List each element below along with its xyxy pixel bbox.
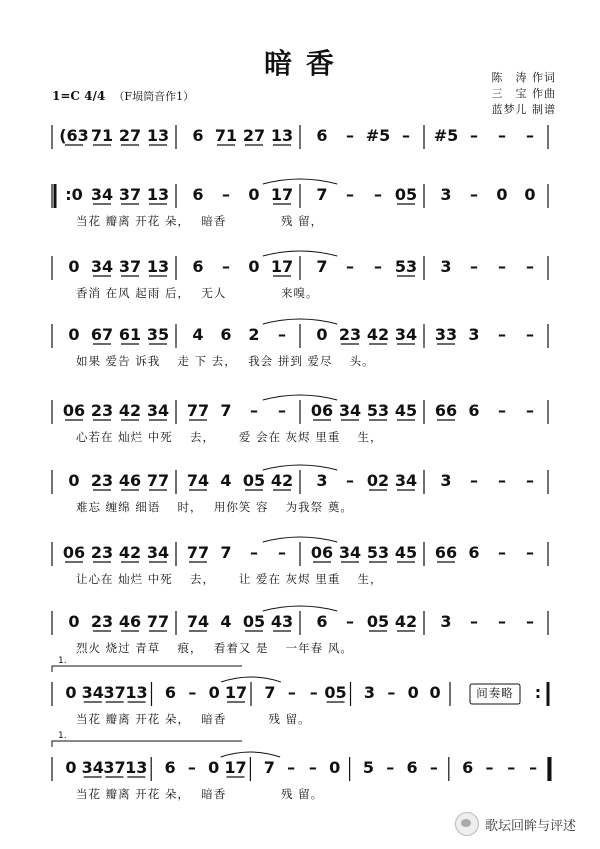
jianpu-note: 77 (146, 612, 170, 631)
jianpu-note: 42 (118, 401, 142, 420)
jianpu-note: 42 (394, 612, 418, 631)
jianpu-note: 37 (103, 683, 126, 702)
jianpu-note: 0 (329, 758, 341, 777)
lyric-line: 如果 爱告 诉我 走 下 去， 我会 拼到 爱尽 头。 (76, 354, 375, 368)
jianpu-note: 3 (440, 257, 452, 276)
jianpu-note: – (278, 401, 286, 420)
jianpu-note: – (278, 543, 286, 562)
slur (263, 319, 337, 324)
jianpu-note: 34 (394, 325, 418, 344)
jianpu-note: 0 (65, 758, 77, 777)
jianpu-note: 53 (366, 401, 390, 420)
jianpu-note: – (470, 257, 478, 276)
jianpu-note: 0 (68, 257, 80, 276)
jianpu-note: 06 (62, 401, 86, 420)
lyric-line: 香消 在风 起雨 后， 无人 来嗅。 (76, 286, 319, 300)
slur (263, 251, 337, 256)
jianpu-note: 0 (248, 257, 260, 276)
jianpu-note: – (498, 471, 506, 490)
jianpu-note: 34 (338, 543, 362, 562)
jianpu-note: 4 (220, 612, 232, 631)
watermark (455, 812, 576, 836)
volta-bracket (52, 741, 242, 747)
jianpu-note: – (222, 185, 230, 204)
jianpu-note: 53 (366, 543, 390, 562)
jianpu-note: 34 (338, 401, 362, 420)
lyric-line: 当花 瓣离 开花 朵， 暗香 残 留。 (76, 712, 311, 726)
jianpu-note: – (470, 471, 478, 490)
jianpu-note: 34 (146, 543, 170, 562)
wechat-icon (455, 812, 479, 836)
jianpu-note: – (222, 257, 230, 276)
jianpu-note: 46 (118, 471, 142, 490)
jianpu-note: 27 (118, 126, 142, 145)
jianpu-note: 05 (324, 683, 347, 702)
jianpu-note: 34 (81, 758, 104, 777)
jianpu-note: #5 (433, 126, 459, 145)
jianpu-note: – (187, 758, 196, 777)
jianpu-note: 6 (462, 758, 474, 777)
jianpu-note: 17 (270, 257, 294, 276)
jianpu-note: 6 (164, 683, 177, 702)
jianpu-note: – (498, 401, 506, 420)
jianpu-note: 46 (118, 612, 142, 631)
jianpu-note: 34 (81, 683, 104, 702)
jianpu-note: 45 (394, 401, 418, 420)
jianpu-note: – (526, 543, 534, 562)
jianpu-note: 66 (434, 543, 458, 562)
jianpu-note: 7 (264, 683, 276, 702)
jianpu-note: – (278, 325, 286, 344)
song-title: 暗 香 (264, 47, 336, 80)
jianpu-note: 06 (310, 543, 334, 562)
jianpu-note: 6 (316, 126, 328, 145)
jianpu-note: 3 (440, 612, 452, 631)
slur (221, 677, 281, 682)
jianpu-note: 53 (394, 257, 418, 276)
jianpu-note: 6 (468, 401, 480, 420)
jianpu-note: 0 (429, 683, 441, 702)
jianpu-note: – (526, 257, 534, 276)
jianpu-note: 42 (118, 543, 142, 562)
jianpu-note: 0 (68, 612, 80, 631)
jianpu-note: 27 (242, 126, 266, 145)
jianpu-note: 37 (118, 257, 142, 276)
jianpu-note: – (309, 683, 318, 702)
lyric-line: 难忘 缠绵 细语 时， 用你笑 容 为我祭 奠。 (76, 500, 353, 514)
jianpu-note: – (188, 683, 197, 702)
jianpu-note: – (498, 612, 506, 631)
jianpu-note: 34 (90, 257, 114, 276)
jianpu-note: – (402, 126, 410, 145)
jianpu-note: – (498, 257, 506, 276)
jianpu-note: 23 (90, 471, 114, 490)
jianpu-note: – (470, 185, 478, 204)
jianpu-note: – (308, 758, 317, 777)
jianpu-note: 06 (62, 543, 86, 562)
jianpu-note: 0 (68, 325, 80, 344)
jianpu-note: 6 (192, 257, 204, 276)
slur (263, 606, 337, 611)
jianpu-note: 13 (270, 126, 294, 145)
lyric-line: 心若在 灿烂 中死 去， 爱 会在 灰烬 里重 生， (76, 430, 383, 444)
jianpu-note: – (498, 325, 506, 344)
jianpu-note: 0 (208, 758, 220, 777)
jianpu-note: – (374, 257, 382, 276)
jianpu-note: 74 (186, 471, 210, 490)
jianpu-note: 71 (214, 126, 238, 145)
jianpu-note: – (346, 126, 354, 145)
jianpu-note: 6 (192, 126, 204, 145)
jianpu-note: 74 (186, 612, 210, 631)
repeat-colon: : (534, 683, 542, 702)
jianpu-note: – (526, 612, 534, 631)
jianpu-note: 4 (192, 325, 204, 344)
jianpu-note: 23 (90, 612, 114, 631)
jianpu-note: 6 (316, 612, 328, 631)
jianpu-note: 6 (192, 185, 204, 204)
jianpu-note: 6 (220, 325, 232, 344)
jianpu-note: 3 (468, 325, 480, 344)
slur (263, 465, 337, 470)
jianpu-note: 4 (220, 471, 232, 490)
lyric-line: 烈火 烧过 青草 痕， 看着又 是 一年春 风。 (76, 641, 353, 655)
jianpu-note: – (470, 126, 478, 145)
jianpu-note: 05 (242, 612, 266, 631)
jianpu-note: – (346, 471, 354, 490)
jianpu-note: #5 (365, 126, 391, 145)
jianpu-note: 77 (186, 543, 210, 562)
jianpu-note: – (387, 683, 396, 702)
jianpu-note: – (346, 612, 354, 631)
jianpu-note: 23 (338, 325, 362, 344)
jianpu-note: 05 (366, 612, 390, 631)
jianpu-note: 66 (434, 401, 458, 420)
jianpu-note: 3 (440, 185, 452, 204)
jianpu-note: – (346, 185, 354, 204)
jianpu-note: 43 (270, 612, 294, 631)
jianpu-note: 13 (146, 185, 170, 204)
slur (263, 395, 337, 400)
jianpu-note: 7 (316, 185, 328, 204)
jianpu-note: 6 (164, 758, 176, 777)
slur (221, 752, 281, 757)
jianpu-note: – (287, 683, 296, 702)
lyric-line: 让心在 灿烂 中死 去， 让 爱在 灰烬 里重 生， (76, 572, 383, 586)
jianpu-note: – (346, 257, 354, 276)
jianpu-note: 34 (146, 401, 170, 420)
jianpu-note: 37 (118, 185, 142, 204)
slur (263, 179, 337, 184)
jianpu-note: 42 (366, 325, 390, 344)
jianpu-note: 34 (90, 185, 114, 204)
slur (263, 537, 337, 542)
volta-number: 1. (58, 731, 67, 741)
jianpu-note: 71 (90, 126, 114, 145)
jianpu-note: – (429, 758, 438, 777)
jianpu-note: 23 (90, 543, 114, 562)
jianpu-note: 61 (118, 325, 142, 344)
jianpu-note: 13 (125, 758, 148, 777)
jianpu-note: :0 (65, 185, 83, 204)
composer-credit: 三 宝 作曲 (491, 87, 556, 100)
jianpu-note: 35 (146, 325, 170, 344)
jianpu-note: 37 (103, 758, 126, 777)
jianpu-note: 0 (316, 325, 328, 344)
jianpu-note: 2 (248, 325, 260, 344)
jianpu-note: 0 (524, 185, 536, 204)
jianpu-note: 23 (90, 401, 114, 420)
jianpu-note: 0 (68, 471, 80, 490)
jianpu-note: 17 (224, 683, 248, 702)
jianpu-note: 17 (224, 758, 247, 777)
jianpu-note: 33 (434, 325, 458, 344)
lyric-line: 当花 瓣离 开花 朵， 暗香 残 留， (76, 214, 324, 228)
jianpu-note: – (526, 401, 534, 420)
jianpu-note: – (386, 758, 395, 777)
jianpu-note: 67 (90, 325, 114, 344)
jianpu-note: 0 (496, 185, 508, 204)
jianpu-note: 7 (316, 257, 328, 276)
jianpu-note: 0 (407, 683, 419, 702)
watermark-text: 歌坛回眸与评述 (484, 818, 576, 834)
key-text: 1=C (52, 89, 80, 103)
jianpu-note: 17 (270, 185, 294, 204)
jianpu-note: 13 (146, 126, 170, 145)
jianpu-note: 77 (186, 401, 210, 420)
jianpu-note: – (287, 758, 296, 777)
jianpu-note: 77 (146, 471, 170, 490)
jianpu-note: 05 (394, 185, 418, 204)
jianpu-note: 7 (220, 401, 232, 420)
jianpu-note: – (526, 325, 534, 344)
jianpu-note: – (526, 126, 534, 145)
jianpu-note: 0 (65, 683, 77, 702)
time-signature: 4/4 (84, 89, 106, 103)
jianpu-note: 7 (263, 758, 275, 777)
jianpu-note: 13 (146, 257, 170, 276)
jianpu-note: 05 (242, 471, 266, 490)
jianpu-note: – (374, 185, 382, 204)
jianpu-note: – (250, 543, 258, 562)
lyric-line: 当花 瓣离 开花 朵， 暗香 残 留。 (76, 787, 324, 801)
jianpu-note: 7 (220, 543, 232, 562)
lyricist-credit: 陈 涛 作词 (491, 71, 556, 84)
jianpu-note: 0 (248, 185, 260, 204)
jianpu-note: – (498, 126, 506, 145)
jianpu-note: 0 (208, 683, 220, 702)
jianpu-note: – (485, 758, 494, 777)
instrument-note: （F埙筒音作1） (113, 90, 195, 103)
volta-number: 1. (58, 656, 67, 666)
volta-bracket (52, 666, 242, 672)
jianpu-note: 3 (316, 471, 328, 490)
arranger-credit: 蓝梦儿 制谱 (491, 103, 556, 116)
jianpu-note: 6 (468, 543, 480, 562)
jianpu-note: 42 (270, 471, 294, 490)
jianpu-note: (63 (59, 126, 89, 145)
jianpu-note: 3 (440, 471, 452, 490)
jianpu-note: – (507, 758, 516, 777)
jianpu-note: 3 (363, 683, 376, 702)
jianpu-note: 5 (362, 758, 375, 777)
jianpu-note: – (470, 612, 478, 631)
jianpu-note: 02 (366, 471, 390, 490)
jianpu-note: – (498, 543, 506, 562)
jianpu-note: – (250, 401, 258, 420)
jianpu-note: 6 (406, 758, 418, 777)
jianpu-note: – (529, 758, 538, 777)
jianpu-note: 34 (394, 471, 418, 490)
interlude-label: 间奏略 (476, 686, 514, 700)
jianpu-note: – (526, 471, 534, 490)
jianpu-note: 06 (310, 401, 334, 420)
jianpu-note: 13 (125, 683, 148, 702)
jianpu-note: 45 (394, 543, 418, 562)
